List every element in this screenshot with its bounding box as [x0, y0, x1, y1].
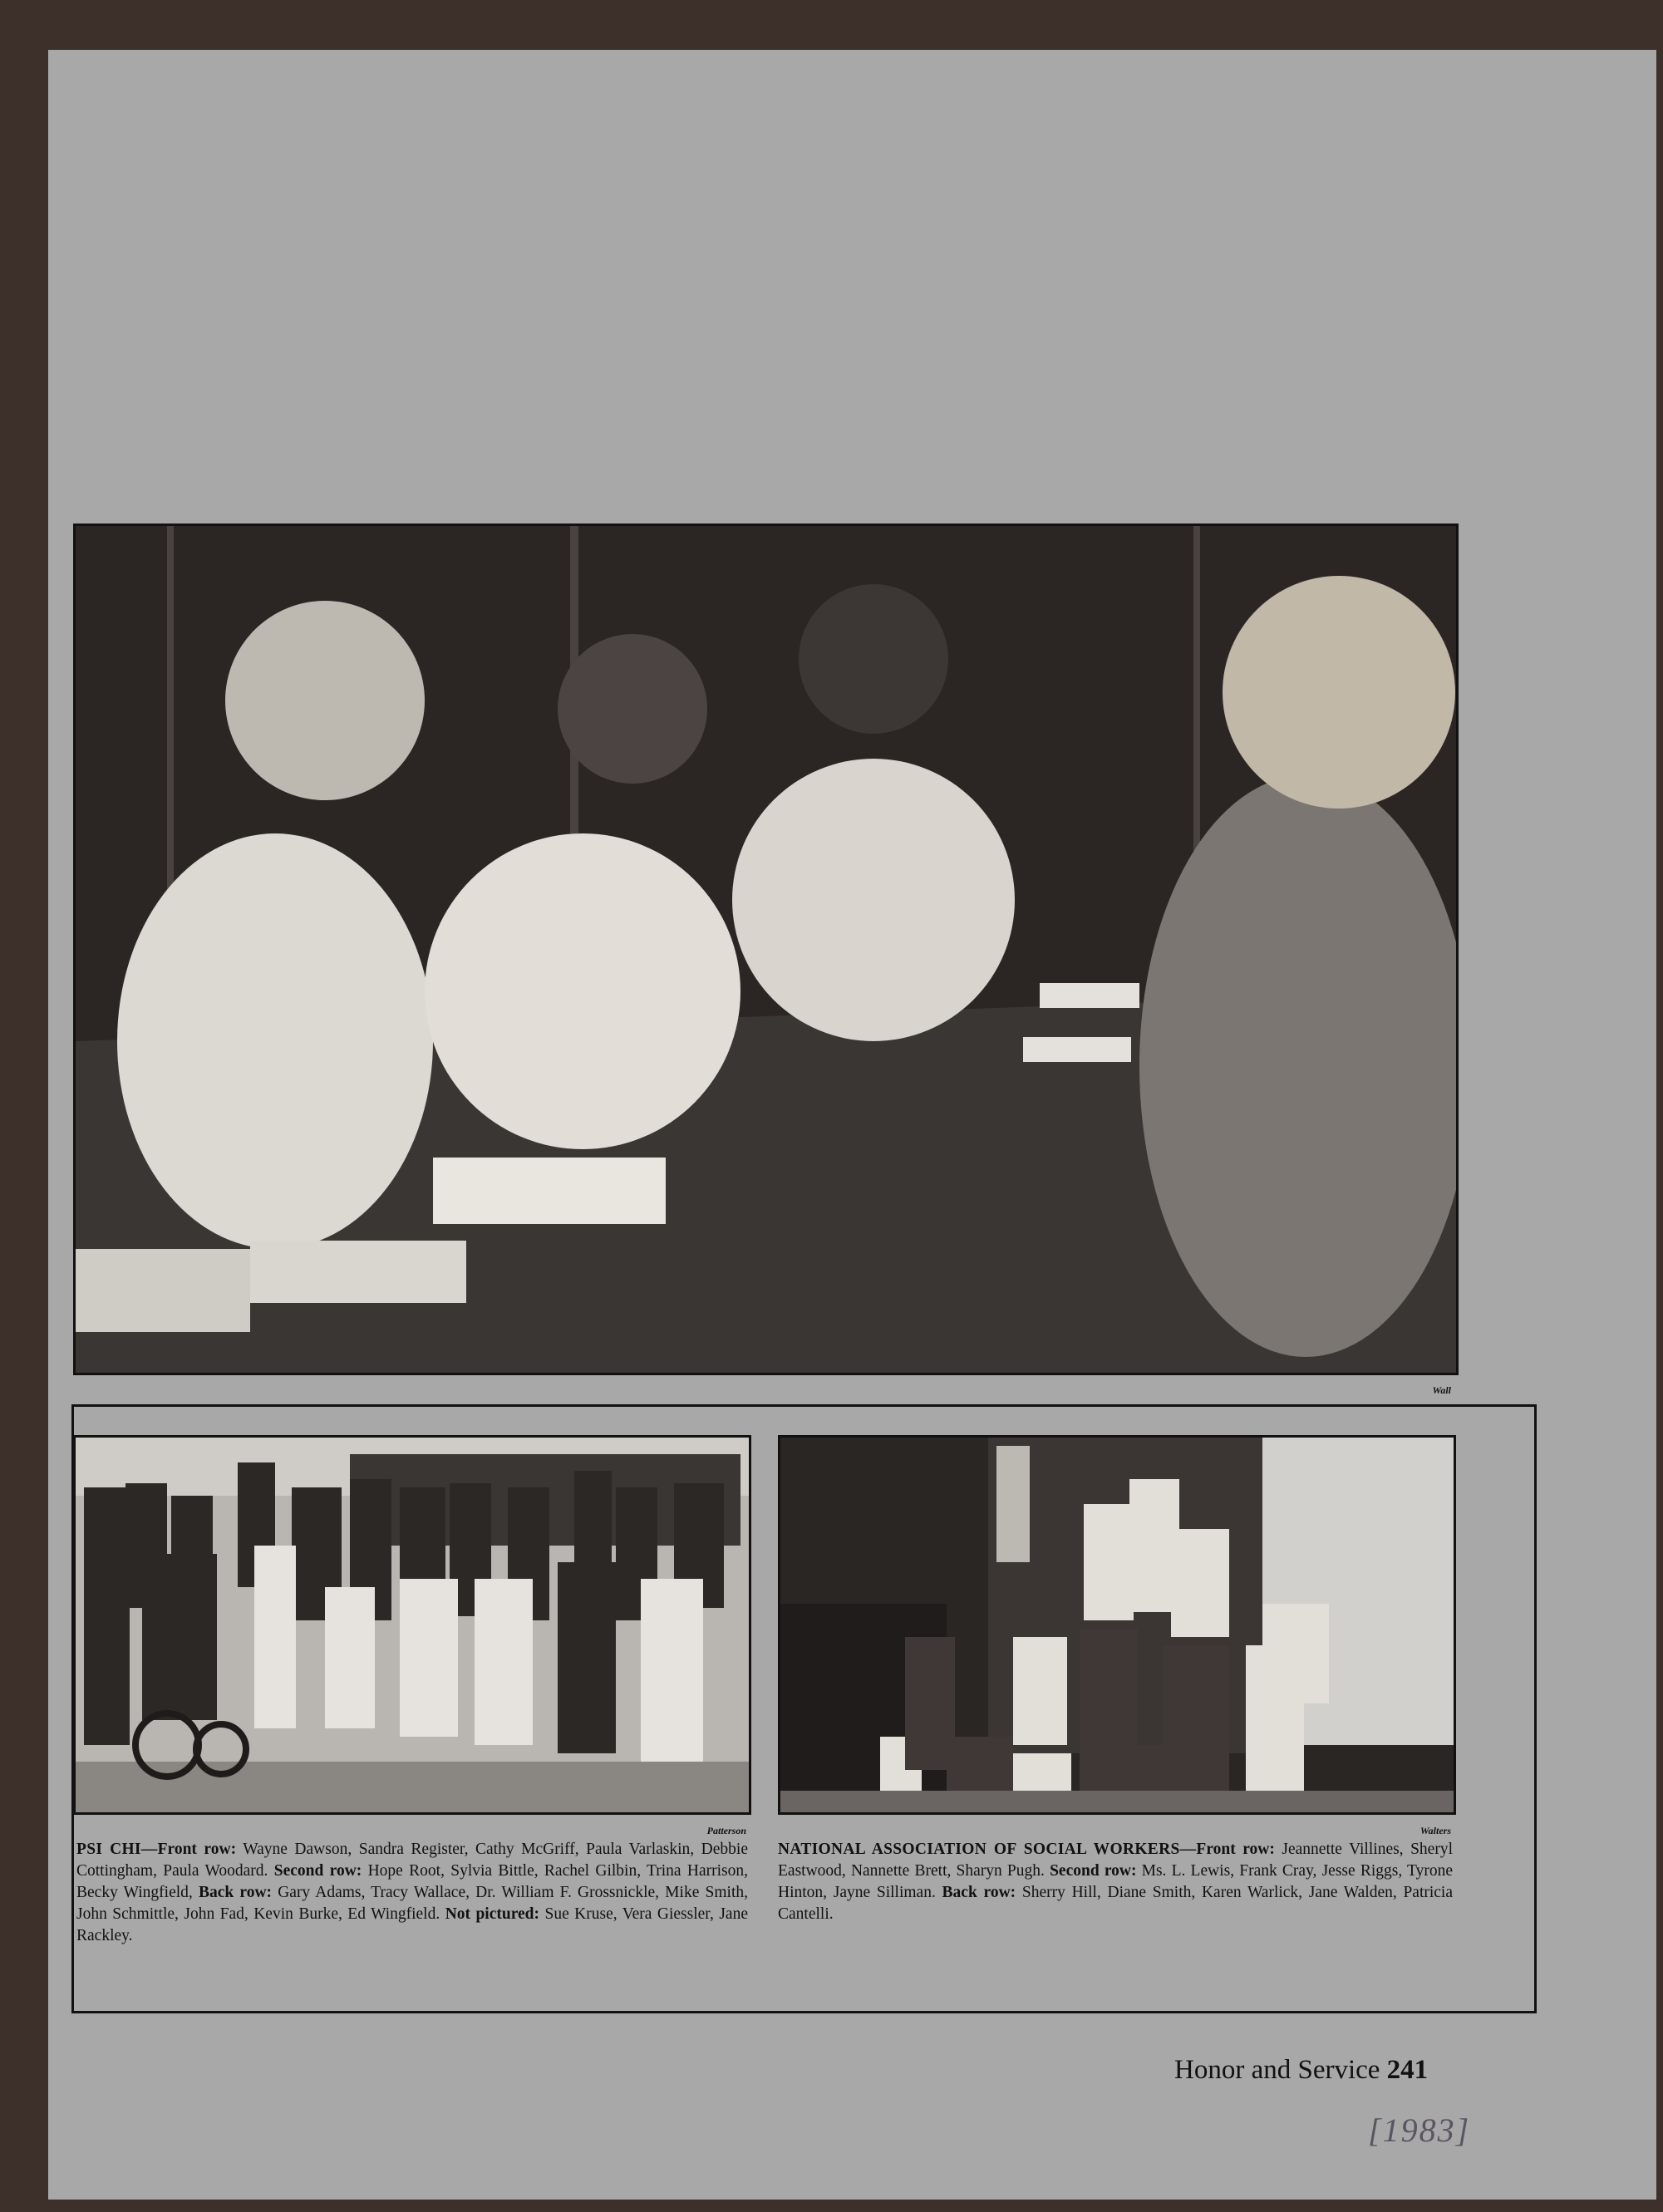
- main-photo-image: [76, 526, 1456, 1373]
- nasw-photo-image: [780, 1438, 1454, 1812]
- psi-chi-photo-credit: Patterson: [706, 1825, 746, 1836]
- psi-chi-text-not-pictured: Sue Kruse, Vera Giessler, Jane Rackley.: [76, 1905, 748, 1944]
- main-photo-credit: Wall: [1432, 1384, 1451, 1396]
- psi-chi-label-second: Second row:: [273, 1862, 362, 1880]
- nasw-text-front: Jeannette Villines, Sheryl Eastwood, Nannette Brett, Sharyn Pugh.: [778, 1841, 1453, 1880]
- handwritten-year: [1983]: [1368, 2111, 1471, 2149]
- nasw-label-front: Front row:: [1196, 1841, 1275, 1858]
- main-photo: [73, 524, 1459, 1375]
- nasw-photo: [778, 1435, 1456, 1815]
- folio-section: Honor and Service: [1174, 2055, 1380, 2085]
- nasw-caption: [778, 1839, 1453, 1925]
- psi-chi-label-not-pictured: Not pictured:: [445, 1905, 540, 1923]
- page-folio: [1174, 2055, 1428, 2086]
- psi-chi-org-name: PSI CHI—: [76, 1841, 158, 1858]
- yearbook-page: [48, 50, 1656, 2200]
- nasw-photo-credit: Walters: [1419, 1825, 1451, 1836]
- psi-chi-photo: [73, 1435, 751, 1815]
- nasw-text-second: Ms. L. Lewis, Frank Cray, Jesse Riggs, Tyrone Hinton, Jayne Silliman.: [778, 1862, 1453, 1901]
- psi-chi-text-front: Wayne Dawson, Sandra Register, Cathy McGriff, Paula Varlaskin, Debbie Cottingham, Paula Woodard.: [76, 1841, 748, 1880]
- psi-chi-label-front: Front row:: [157, 1841, 237, 1858]
- psi-chi-text-back: Gary Adams, Tracy Wallace, Dr. William F. Grossnickle, Mike Smith, John Schmittle, John Fad, Kevin Burke, Ed Wingfield.: [76, 1884, 748, 1923]
- psi-chi-label-back: Back row:: [198, 1884, 273, 1901]
- psi-chi-text-second: Hope Root, Sylvia Bittle, Rachel Gilbin, Trina Harrison, Becky Wingfield,: [76, 1862, 748, 1901]
- nasw-label-second: Second row:: [1050, 1862, 1137, 1880]
- psi-chi-photo-image: [76, 1438, 749, 1812]
- nasw-label-back: Back row:: [942, 1884, 1016, 1901]
- nasw-org-name: NATIONAL ASSOCIATION OF SOCIAL WORKERS—: [778, 1841, 1197, 1858]
- folio-page-number: 241: [1386, 2055, 1429, 2085]
- psi-chi-caption: [76, 1839, 748, 1947]
- nasw-text-back: Sherry Hill, Diane Smith, Karen Warlick, Jane Walden, Patricia Cantelli.: [778, 1884, 1454, 1923]
